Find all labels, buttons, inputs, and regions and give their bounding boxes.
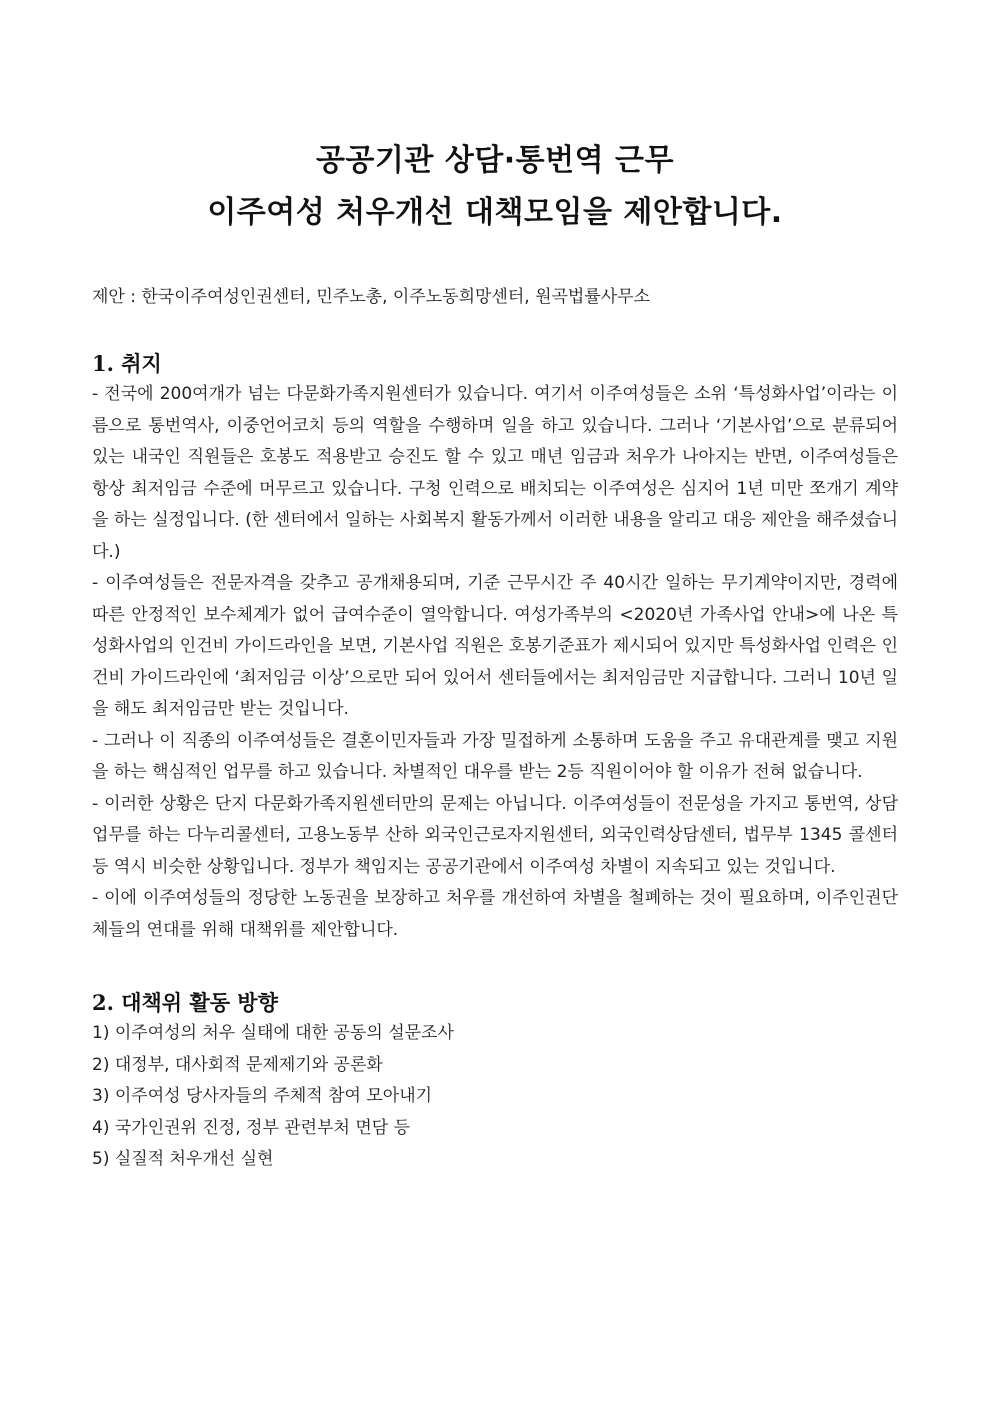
section-1-paragraph: - 그러나 이 직종의 이주여성들은 결혼이민자들과 가장 밀접하게 소통하며 도움을 주고 유대관계를 맺고 지원을 하는 핵심적인 업무를 하고 있습니다. 차별적인 대우를 받는 2등 직원이어야 할 이유가 전혀 없습니다. <box>92 730 898 782</box>
section-1-paragraph: - 전국에 200여개가 넘는 다문화가족지원센터가 있습니다. 여기서 이주여성들은 소위 ‘특성화사업’이라는 이름으로 통번역사, 이중언어코치 등의 역할을 수행하며 일을 하고 있습니다. 그러나 ‘기본사업’으로 분류되어 있는 내국인 직원들은 호봉도 적용받고 승진도 할 수 있고 매년 임금과 처우가 나아지는 반면, 이주여성들은 항상 최저임금 수준에 머무르고 있습니다. 구청 인력으로 배치되는 이주여성은 심지어 1년 미만 쪼개기 계약을 하는 실정입니다. (한 센터에서 일하는 사회복지 활동가께서 이러한 내용을 알리고 대응 제안을 해주셨습니다.) <box>92 384 898 562</box>
section-2-heading: 2. 대책위 활동 방향 <box>92 990 278 1015</box>
section-1-paragraph: - 이에 이주여성들의 정당한 노동권을 보장하고 처우를 개선하여 차별을 철폐하는 것이 필요하며, 이주인권단체들의 연대를 위해 대책위를 제안합니다. <box>92 888 898 940</box>
section-1-heading: 1. 취지 <box>92 351 162 376</box>
list-item: 3) 이주여성 당사자들의 주체적 참여 모아내기 <box>92 1086 433 1106</box>
document-title <box>92 0 898 239</box>
list-item: 2) 대정부, 대사회적 문제제기와 공론화 <box>92 1054 383 1075</box>
title-line-1: 공공기관 상담·통번역 근무 <box>315 143 675 178</box>
section-1-paragraph: - 이주여성들은 전문자격을 갖추고 공개채용되며, 기준 근무시간 주 40시간 일하는 무기계약이지만, 경력에 따른 안정적인 보수체계가 없어 급여수준이 열악합니다. 여성가족부의 <2020년 가족사업 안내>에 나온 특성화사업의 인건비 가이드라인을 보면, 기본사업 직원은 호봉기준표가 제시되어 있지만 특성화사업 인력은 인건비 가이드라인에 ‘최저임금 이상’으로만 되어 있어서 센터들에서는 최저임금만 지급합니다. 그러니 10년 일을 해도 최저임금만 받는 것입니다. <box>92 573 898 719</box>
section-1-paragraph: - 이러한 상황은 단지 다문화가족지원센터만의 문제는 아닙니다. 이주여성들이 전문성을 가지고 통번역, 상담 업무를 하는 다누리콜센터, 고용노동부 산하 외국인근로자지원센터, 외국인력상담센터, 법무부 1345 콜센터 등 역시 비슷한 상황입니다. 정부가 책임지는 공공기관에서 이주여성 차별이 지속되고 있는 것입니다. <box>92 793 898 877</box>
activity-list <box>92 1018 898 1176</box>
document-page <box>92 0 898 1176</box>
list-item: 5) 실질적 처우개선 실현 <box>92 1149 274 1169</box>
title-line-2: 이주여성 처우개선 대책모임을 제안합니다. <box>207 195 783 230</box>
list-item: 1) 이주여성의 처우 실태에 대한 공동의 설문조사 <box>92 1023 454 1043</box>
list-item: 4) 국가인권위 진정, 정부 관련부처 면담 등 <box>92 1117 411 1138</box>
section-1-body <box>92 379 898 946</box>
proposers-line: 제안 : 한국이주여성인권센터, 민주노총, 이주노동희망센터, 원곡법률사무소 <box>92 287 651 307</box>
